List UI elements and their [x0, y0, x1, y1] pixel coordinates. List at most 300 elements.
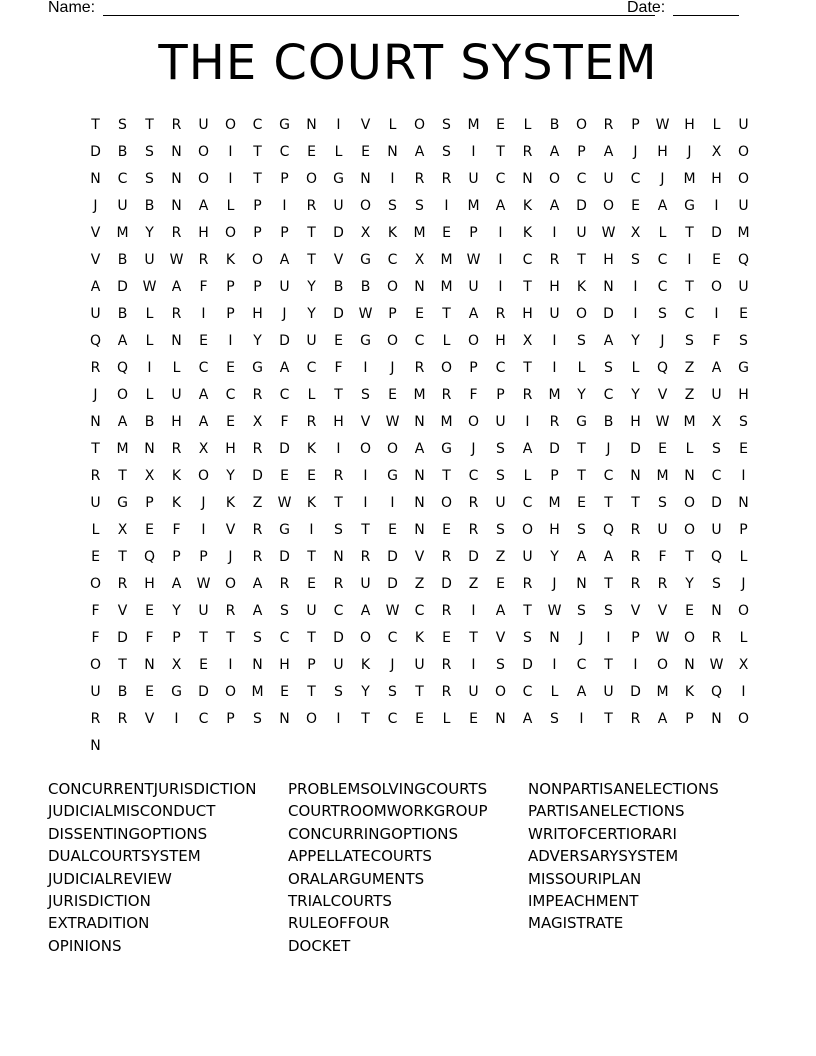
grid-letter: T [91, 117, 100, 133]
grid-letter: S [577, 333, 586, 349]
grid-letter: P [172, 549, 181, 565]
grid-letter: U [603, 684, 614, 700]
grid-letter: N [144, 441, 155, 457]
grid-letter: T [199, 630, 208, 646]
grid-letter: R [414, 360, 425, 376]
grid-letter: O [683, 495, 696, 511]
grid-letter: T [496, 144, 505, 160]
grid-letter: H [279, 657, 290, 673]
grid-letter: I [606, 630, 611, 646]
grid-letter: N [279, 711, 290, 727]
grid-letter: K [576, 279, 587, 295]
grid-letter: U [711, 387, 722, 403]
grid-letter: U [738, 198, 749, 214]
grid-letter: M [548, 495, 561, 511]
word-list-item: PROBLEMSOLVINGCOURTS [288, 780, 488, 798]
grid-letter: J [471, 441, 476, 457]
grid-letter: I [336, 441, 341, 457]
grid-letter: F [199, 279, 208, 295]
grid-letter: V [360, 117, 371, 133]
grid-letter: E [226, 414, 235, 430]
grid-letter: R [711, 630, 722, 646]
grid-letter: B [549, 117, 560, 133]
grid-letter: S [280, 603, 289, 619]
grid-letter: L [550, 684, 559, 700]
grid-letter: W [385, 414, 400, 430]
grid-letter: S [550, 711, 559, 727]
grid-letter: T [91, 441, 100, 457]
word-list-item: NONPARTISANELECTIONS [528, 780, 719, 798]
grid-letter: J [282, 306, 287, 322]
grid-letter: U [468, 684, 479, 700]
grid-letter: N [414, 522, 425, 538]
grid-letter: G [360, 333, 371, 349]
grid-letter: E [280, 684, 289, 700]
grid-letter: Y [307, 306, 316, 322]
grid-letter: C [657, 279, 668, 295]
grid-letter: A [495, 198, 506, 214]
grid-letter: E [145, 603, 154, 619]
grid-letter: A [117, 414, 128, 430]
grid-letter: E [199, 657, 208, 673]
grid-letter: A [657, 711, 668, 727]
grid-letter: V [414, 549, 425, 565]
grid-letter: T [523, 603, 532, 619]
grid-letter: J [606, 441, 611, 457]
grid-letter: P [226, 306, 235, 322]
grid-letter: O [575, 117, 588, 133]
grid-letter: M [251, 684, 264, 700]
grid-letter: D [279, 549, 290, 565]
grid-letter: O [197, 144, 210, 160]
grid-letter: R [549, 414, 560, 430]
grid-letter: K [171, 468, 182, 484]
grid-letter: M [116, 225, 129, 241]
grid-letter: E [658, 441, 667, 457]
grid-letter: A [360, 603, 371, 619]
grid-letter: R [171, 117, 182, 133]
grid-letter: I [228, 144, 233, 160]
grid-letter: T [685, 549, 694, 565]
grid-letter: S [388, 198, 397, 214]
grid-letter: F [712, 333, 721, 349]
grid-letter: O [89, 657, 102, 673]
grid-letter: U [495, 414, 506, 430]
grid-letter: C [495, 360, 506, 376]
grid-letter: H [603, 252, 614, 268]
grid-letter: I [390, 171, 395, 187]
grid-letter: U [90, 495, 101, 511]
grid-letter: G [387, 468, 398, 484]
grid-letter: H [549, 279, 560, 295]
grid-letter: Q [116, 360, 129, 376]
grid-letter: Q [710, 549, 723, 565]
grid-letter: S [739, 414, 748, 430]
grid-letter: D [711, 225, 722, 241]
grid-letter: I [525, 414, 530, 430]
grid-letter: U [90, 306, 101, 322]
grid-letter: O [224, 684, 237, 700]
grid-letter: S [739, 333, 748, 349]
grid-letter: L [631, 360, 640, 376]
grid-letter: W [655, 630, 670, 646]
word-list-item: DISSENTINGOPTIONS [48, 824, 208, 843]
grid-letter: I [552, 657, 557, 673]
grid-letter: U [549, 306, 560, 322]
grid-letter: R [171, 441, 182, 457]
grid-letter: T [685, 279, 694, 295]
grid-letter: F [172, 522, 181, 538]
grid-letter: A [279, 360, 290, 376]
grid-letter: N [711, 711, 722, 727]
grid-letter: R [252, 441, 263, 457]
grid-letter: O [224, 225, 237, 241]
grid-letter: T [307, 225, 316, 241]
grid-letter: D [90, 144, 101, 160]
grid-letter: S [253, 711, 262, 727]
word-list-item: JUDICIALREVIEW [48, 869, 172, 888]
grid-letter: E [145, 522, 154, 538]
grid-letter: O [359, 441, 372, 457]
grid-letter: Z [252, 495, 263, 511]
word-list-item: EXTRADITION [48, 914, 150, 933]
grid-letter: S [658, 495, 667, 511]
grid-letter: K [387, 225, 398, 241]
grid-letter: S [496, 522, 505, 538]
grid-letter: L [442, 711, 451, 727]
grid-letter: K [306, 495, 317, 511]
grid-letter: O [467, 333, 480, 349]
grid-letter: C [117, 171, 128, 187]
grid-letter: Y [631, 387, 640, 403]
grid-letter: C [414, 333, 425, 349]
grid-letter: A [549, 144, 560, 160]
grid-letter: A [117, 333, 128, 349]
grid-letter: S [118, 117, 127, 133]
grid-letter: L [226, 198, 235, 214]
date-label: Date: [627, 0, 666, 16]
grid-letter: U [414, 657, 425, 673]
grid-letter: I [471, 603, 476, 619]
grid-letter: I [633, 306, 638, 322]
grid-letter: C [603, 387, 614, 403]
grid-letter: A [603, 333, 614, 349]
grid-letter: T [604, 576, 613, 592]
grid-letter: G [117, 495, 128, 511]
word-list-item: PARTISANELECTIONS [528, 802, 685, 821]
grid-letter: R [630, 549, 641, 565]
grid-letter: T [631, 495, 640, 511]
grid-letter: J [741, 576, 746, 592]
grid-letter: U [333, 657, 344, 673]
grid-letter: I [552, 360, 557, 376]
grid-letter: S [361, 387, 370, 403]
grid-letter: P [631, 630, 640, 646]
grid-letter: G [738, 360, 749, 376]
grid-letter: Q [89, 333, 102, 349]
grid-letter: A [522, 711, 533, 727]
grid-letter: O [305, 711, 318, 727]
grid-letter: H [144, 576, 155, 592]
grid-letter: T [361, 711, 370, 727]
grid-letter: I [498, 279, 503, 295]
grid-letter: U [603, 171, 614, 187]
grid-letter: I [390, 495, 395, 511]
grid-letter: J [660, 333, 665, 349]
grid-letter: C [576, 657, 587, 673]
grid-letter: I [444, 198, 449, 214]
grid-letter: U [333, 198, 344, 214]
grid-letter: O [710, 279, 723, 295]
grid-letter: G [360, 252, 371, 268]
grid-letter: V [657, 603, 668, 619]
grid-letter: R [630, 711, 641, 727]
grid-letter: S [145, 171, 154, 187]
grid-letter: E [631, 198, 640, 214]
grid-letter: K [225, 252, 236, 268]
grid-letter: S [442, 117, 451, 133]
grid-letter: I [147, 360, 152, 376]
grid-letter: T [577, 468, 586, 484]
grid-letter: T [307, 684, 316, 700]
grid-letter: Y [172, 603, 181, 619]
grid-letter: C [711, 468, 722, 484]
grid-letter: U [117, 198, 128, 214]
grid-letter: A [171, 576, 182, 592]
grid-letter: P [226, 711, 235, 727]
grid-letter: R [441, 684, 452, 700]
grid-letter: T [253, 171, 262, 187]
grid-letter: E [496, 117, 505, 133]
word-list-item: JUDICIALMISCONDUCT [48, 802, 216, 821]
grid-letter: Q [656, 360, 669, 376]
grid-letter: O [440, 360, 453, 376]
grid-letter: T [334, 387, 343, 403]
grid-letter: O [683, 522, 696, 538]
grid-letter: P [469, 225, 478, 241]
grid-letter: D [603, 306, 614, 322]
grid-letter: N [522, 171, 533, 187]
page-title: THE COURT SYSTEM [158, 35, 658, 91]
grid-letter: S [496, 441, 505, 457]
grid-letter: T [469, 630, 478, 646]
grid-letter: R [252, 549, 263, 565]
grid-letter: L [172, 360, 181, 376]
grid-letter: A [414, 441, 425, 457]
grid-letter: R [225, 603, 236, 619]
grid-letter: T [577, 441, 586, 457]
grid-letter: A [549, 198, 560, 214]
grid-letter: B [117, 306, 128, 322]
grid-letter: U [738, 279, 749, 295]
grid-letter: D [333, 225, 344, 241]
grid-letter: N [360, 171, 371, 187]
grid-letter: A [198, 198, 209, 214]
grid-letter: L [145, 387, 154, 403]
grid-letter: H [333, 414, 344, 430]
grid-letter: O [656, 657, 669, 673]
grid-letter: R [117, 576, 128, 592]
grid-letter: J [633, 144, 638, 160]
grid-letter: C [657, 252, 668, 268]
grid-letter: U [657, 522, 668, 538]
name-line [103, 15, 655, 16]
grid-letter: C [387, 252, 398, 268]
grid-letter: N [711, 603, 722, 619]
word-list-item: TRIALCOURTS [288, 892, 392, 911]
grid-letter: R [549, 252, 560, 268]
grid-letter: Z [684, 360, 695, 376]
grid-letter: S [145, 144, 154, 160]
grid-letter: K [306, 441, 317, 457]
word-list-item: ORALARGUMENTS [288, 869, 425, 888]
grid-letter: M [656, 684, 669, 700]
grid-letter: R [333, 468, 344, 484]
grid-letter: T [118, 549, 127, 565]
grid-letter: U [711, 522, 722, 538]
grid-letter: R [414, 171, 425, 187]
grid-letter: D [468, 549, 479, 565]
grid-letter: H [684, 117, 695, 133]
grid-letter: R [630, 576, 641, 592]
grid-letter: S [712, 576, 721, 592]
grid-letter: X [117, 522, 128, 538]
grid-letter: M [413, 225, 426, 241]
grid-letter: A [576, 549, 587, 565]
grid-letter: L [712, 117, 721, 133]
grid-letter: L [442, 333, 451, 349]
grid-letter: E [388, 387, 397, 403]
grid-letter: D [387, 576, 398, 592]
word-list-column-2 [288, 778, 488, 957]
grid-letter: N [495, 711, 506, 727]
grid-letter: A [252, 576, 263, 592]
grid-letter: T [307, 549, 316, 565]
grid-letter: U [306, 333, 317, 349]
grid-letter: K [522, 225, 533, 241]
grid-letter: W [169, 252, 184, 268]
grid-letter: H [225, 441, 236, 457]
grid-letter: C [603, 468, 614, 484]
grid-letter: J [93, 198, 98, 214]
word-list-item: CONCURRINGOPTIONS [288, 824, 459, 843]
grid-letter: T [226, 630, 235, 646]
grid-letter: B [117, 252, 128, 268]
grid-letter: S [577, 603, 586, 619]
grid-letter: F [280, 414, 289, 430]
grid-letter: E [415, 306, 424, 322]
grid-letter: D [117, 279, 128, 295]
grid-letter: S [631, 252, 640, 268]
grid-letter: S [334, 522, 343, 538]
grid-letter: U [198, 117, 209, 133]
grid-letter: R [117, 711, 128, 727]
grid-letter: I [228, 171, 233, 187]
grid-letter: D [279, 333, 290, 349]
grid-letter: N [684, 468, 695, 484]
grid-letter: O [737, 603, 750, 619]
grid-letter: V [360, 414, 371, 430]
grid-letter: F [469, 387, 478, 403]
grid-letter: O [602, 198, 615, 214]
grid-letter: E [307, 576, 316, 592]
grid-letter: W [196, 576, 211, 592]
grid-letter: N [549, 630, 560, 646]
grid-letter: D [279, 441, 290, 457]
grid-letter: E [739, 441, 748, 457]
grid-letter: U [198, 603, 209, 619]
grid-letter: S [334, 684, 343, 700]
grid-letter: R [333, 576, 344, 592]
grid-letter: C [522, 252, 533, 268]
grid-letter: F [658, 549, 667, 565]
grid-letter: W [655, 117, 670, 133]
grid-letter: V [117, 603, 128, 619]
grid-letter: B [117, 144, 128, 160]
grid-letter: U [360, 576, 371, 592]
grid-letter: P [577, 144, 586, 160]
grid-letter: P [685, 711, 694, 727]
grid-letter: D [387, 549, 398, 565]
grid-letter: T [118, 657, 127, 673]
grid-letter: I [714, 306, 719, 322]
grid-letter: N [306, 117, 317, 133]
grid-letter: C [468, 468, 479, 484]
grid-letter: C [387, 711, 398, 727]
grid-letter: U [522, 549, 533, 565]
grid-letter: T [253, 144, 262, 160]
grid-letter: L [658, 225, 667, 241]
grid-letter: G [171, 684, 182, 700]
grid-letter: R [522, 387, 533, 403]
grid-letter: T [145, 117, 154, 133]
grid-letter: R [90, 711, 101, 727]
grid-letter: D [252, 468, 263, 484]
grid-letter: B [144, 414, 155, 430]
grid-letter: I [363, 468, 368, 484]
grid-letter: Q [143, 549, 156, 565]
grid-letter: S [712, 441, 721, 457]
grid-letter: R [441, 657, 452, 673]
grid-letter: H [171, 414, 182, 430]
grid-letter: F [91, 630, 100, 646]
grid-letter: I [201, 522, 206, 538]
grid-letter: E [361, 144, 370, 160]
word-list-item: MAGISTRATE [528, 914, 624, 933]
grid-letter: W [547, 603, 562, 619]
grid-letter: A [522, 441, 533, 457]
grid-letter: J [228, 549, 233, 565]
grid-letter: E [685, 603, 694, 619]
grid-letter: B [360, 279, 371, 295]
grid-letter: L [307, 387, 316, 403]
grid-letter: R [441, 171, 452, 187]
grid-letter: C [684, 306, 695, 322]
word-list-item: IMPEACHMENT [528, 892, 639, 911]
grid-letter: F [334, 360, 343, 376]
grid-letter: A [198, 414, 209, 430]
grid-letter: H [738, 387, 749, 403]
grid-letter: P [550, 468, 559, 484]
date-line [673, 15, 739, 16]
grid-letter: A [279, 252, 290, 268]
grid-letter: H [630, 414, 641, 430]
letter-grid [82, 112, 757, 760]
grid-letter: E [496, 576, 505, 592]
grid-letter: A [603, 144, 614, 160]
grid-letter: P [226, 279, 235, 295]
grid-letter: G [252, 360, 263, 376]
